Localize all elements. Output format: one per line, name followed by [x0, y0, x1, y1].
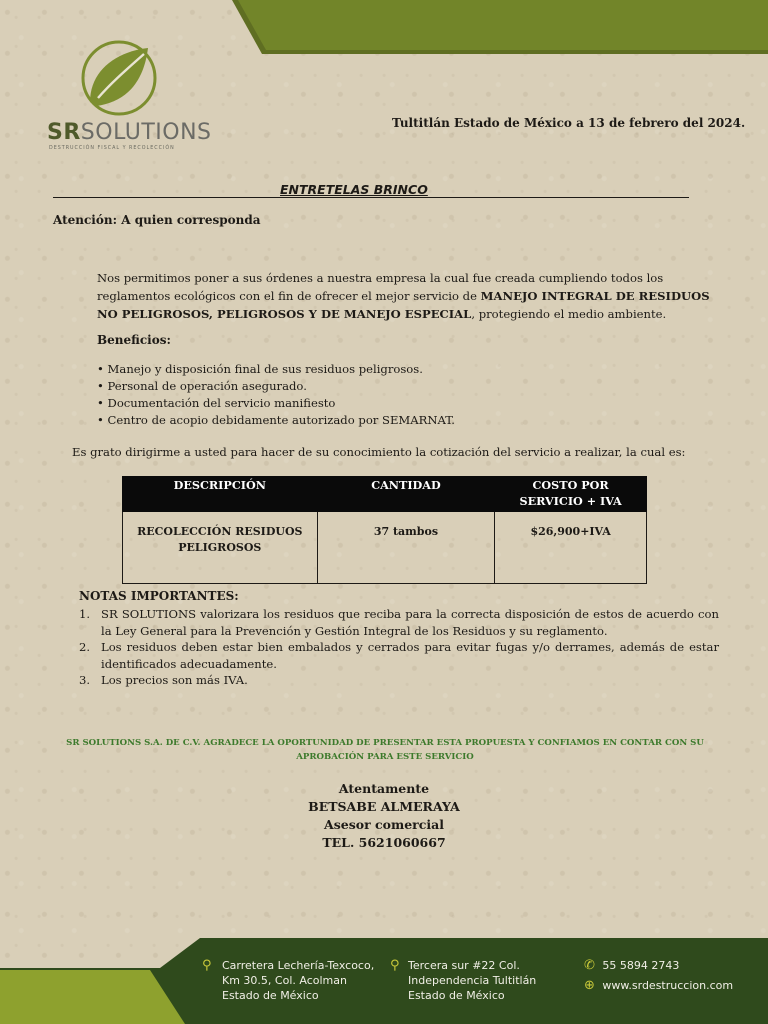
address2-line: Estado de México: [408, 989, 505, 1002]
globe-icon: ⊕: [584, 978, 595, 993]
intro-text-bold: MANEJO INTEGRAL DE RESIDUOS NO PELIGROSOS, PELIGROSOS Y DE MANEJO ESPECIAL: [97, 289, 710, 321]
quote-intro: Es grato dirigirme a usted para hacer de su conocimiento la cotización del servicio a realizar, la cual es:: [72, 445, 686, 459]
note-number: 1.: [79, 607, 91, 621]
phone-icon: ✆: [584, 958, 595, 973]
footer-phone: [584, 958, 679, 973]
benefit-item: • Documentación del servicio manifiesto: [97, 395, 455, 412]
address1-line: Carretera Lechería-Texcoco,: [222, 959, 375, 972]
footer-phone-text: 55 5894 2743: [602, 959, 680, 972]
footer-web[interactable]: [584, 978, 733, 993]
cell-description: RECOLECCIÓN RESIDUOS PELIGROSOS: [123, 512, 318, 584]
footer-web-link[interactable]: www.srdestruccion.com: [602, 979, 734, 992]
footer-address-1: [202, 958, 375, 1003]
date-line: Tultitlán Estado de México a 13 de febrero del 2024.: [392, 116, 746, 130]
signature-closing: Atentamente: [338, 781, 430, 796]
notes-list: [79, 606, 719, 689]
address2-line: Independencia Tultitlán: [408, 974, 537, 987]
address2-line: Tercera sur #22 Col.: [408, 959, 520, 972]
location-pin-icon: ⚲: [202, 958, 212, 973]
notes-title: NOTAS IMPORTANTES:: [79, 589, 239, 603]
note-text: Los residuos deben estar bien embalados y cerrados para evitar fugas y/o derrames, además de estar identificados adecuadamente.: [101, 640, 719, 671]
note-item: [79, 639, 719, 672]
header-description: DESCRIPCIÓN: [123, 477, 318, 512]
note-number: 2.: [79, 640, 91, 655]
footer-address-2: [392, 958, 536, 1003]
address1-line: Estado de México: [222, 989, 319, 1002]
intro-text-before: Nos permitimos poner a sus órdenes a nuestra empresa la cual fue creada cumpliendo todos los reglamentos ecológicos con el fin de ofrecer el mejor servicio de: [97, 271, 664, 303]
logo-tagline: DESTRUCCIÓN FISCAL Y RECOLECCIÓN: [49, 146, 175, 151]
note-item: [79, 606, 719, 639]
thanks-message: SR SOLUTIONS S.A. DE C.V. AGRADECE LA OPORTUNIDAD DE PRESENTAR ESTA PROPUESTA Y CONFIAMOS EN CONTAR CON SU APROBACIÓN PARA ESTE SERVICIO: [66, 738, 704, 762]
note-text: SR SOLUTIONS valorizara los residuos que reciba para la correcta disposición de estos de acuerdo con la Ley General para la Prevención y Gestión Integral de los Residuos y su reglamento.: [101, 607, 719, 638]
intro-text-after: , protegiendo el medio ambiente.: [471, 307, 667, 321]
intro-paragraph: [97, 269, 717, 323]
header-cost: COSTO POR SERVICIO + IVA: [495, 477, 647, 512]
benefits-list: [97, 361, 455, 429]
signature-name: BETSABE ALMERAYA: [308, 799, 460, 814]
address1-line: Km 30.5, Col. Acolman: [222, 974, 347, 987]
signature-role: Asesor comercial: [324, 817, 444, 832]
note-number: 3.: [79, 673, 91, 688]
attention-line: Atención: A quien corresponda: [53, 213, 261, 227]
benefit-item: • Personal de operación asegurado.: [97, 378, 455, 395]
signature-phone: TEL. 5621060667: [322, 835, 446, 850]
client-name: ENTRETELAS BRINCO: [280, 182, 428, 197]
cell-cost: $26,900+IVA: [495, 512, 647, 584]
location-pin-icon: ⚲: [390, 958, 400, 973]
note-item: [79, 672, 719, 689]
benefit-item: • Manejo y disposición final de sus residuos peligrosos.: [97, 361, 455, 378]
table-row: [123, 512, 647, 584]
benefits-title: Beneficios:: [97, 333, 171, 347]
footer-band: [0, 930, 768, 1024]
quote-table: [122, 476, 647, 584]
header-quantity: CANTIDAD: [317, 477, 495, 512]
quote-table-header-row: [123, 477, 647, 512]
logo-wordmark: SRSOLUTIONS: [47, 120, 212, 145]
cell-quantity: 37 tambos: [317, 512, 495, 584]
benefit-item: • Centro de acopio debidamente autorizado por SEMARNAT.: [97, 412, 455, 429]
signature-block: [284, 780, 484, 852]
note-text: Los precios son más IVA.: [101, 673, 248, 688]
